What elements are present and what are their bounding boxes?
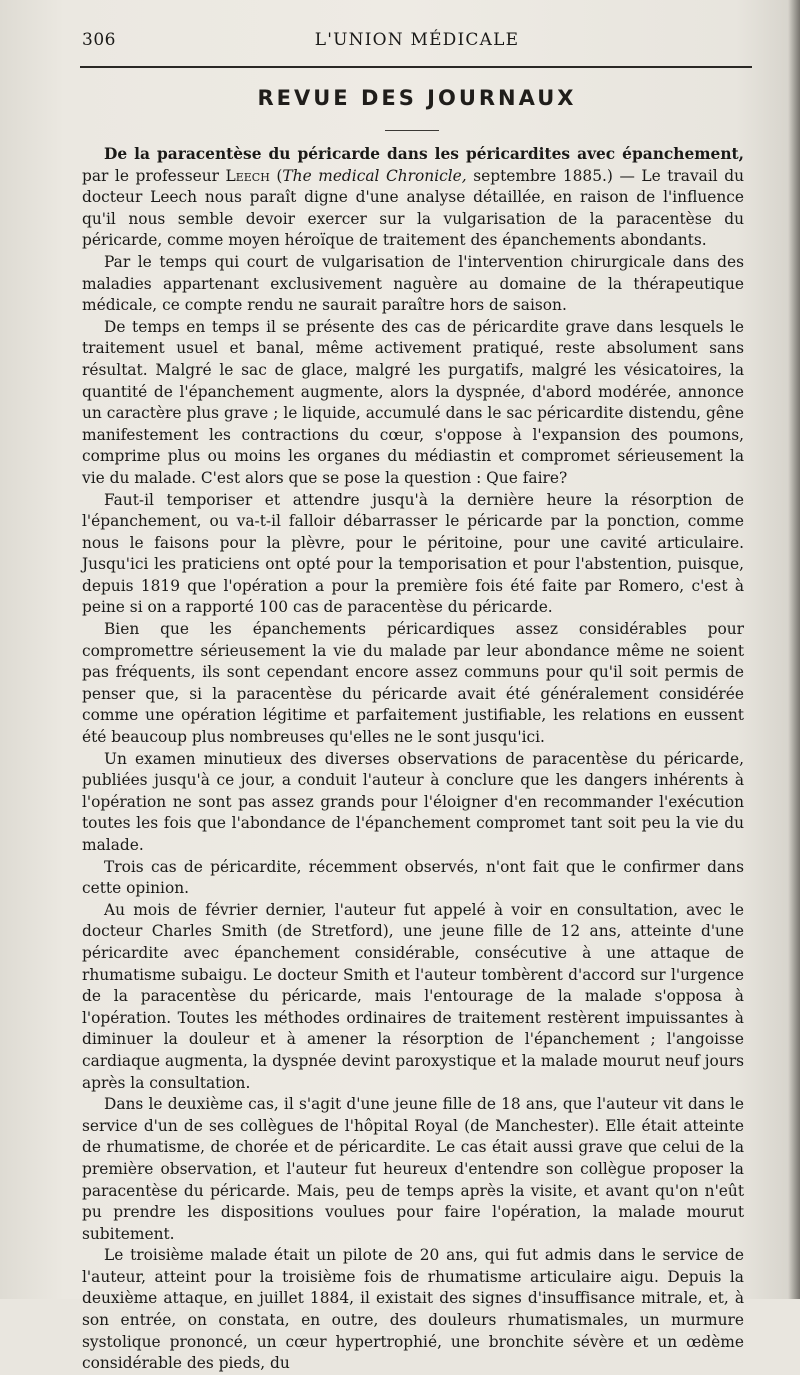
running-title: L'UNION MÉDICALE (314, 30, 520, 50)
byline-prefix: par le professeur (82, 166, 226, 185)
paragraph: Trois cas de péricardite, récemment observés, n'ont fait que le confirmer dans cette opinion. (82, 857, 744, 898)
header-rule (80, 66, 752, 68)
paragraph: Au mois de février dernier, l'auteur fut appelé à voir en consultation, avec le docteur Charles Smith (de Stretford), une jeune fille de 12 ans, atteinte d'une péricardite avec épanchement considérable, consécutive à une attaque de rhumatisme subaigu. Le docteur Smith et l'auteur tombèrent d'accord sur l'urgence de la paracentèse du péricarde, mais l'entourage de la malade s'opposa à l'opération. Toutes les méthodes ordinaires de traitement restèrent impuissantes à diminuer la douleur et à amener la résorption de l'épanchement ; l'angoisse cardiaque augmenta, la dyspnée devint paroxystique et la malade mourut neuf jours après la consultation. (82, 900, 744, 1092)
paragraph: Par le temps qui court de vulgarisation de l'intervention chirurgicale dans des maladies appartenant exclusivement naguère au domaine de la thérapeutique médicale, ce compte rendu ne saurait paraître hors de saison. (82, 252, 744, 315)
byline-open: ( (269, 166, 283, 185)
section-divider (385, 130, 439, 131)
paragraph: Faut-il temporiser et attendre jusqu'à la dernière heure la résorption de l'épanchement, ou va-t-il falloir débarrasser le péricarde par la ponction, comme nous le faisons pour la plèvre, pour le péritoine, pour une cavité articulaire. Jusqu'ici les praticiens ont opté pour la temporisation et pour l'abstention, puisque, depuis 1819 que l'opération a pour la première fois été faite par Romero, c'est à peine si on a rapporté 100 cas de paracentèse du péricarde. (82, 490, 744, 617)
running-header (82, 30, 752, 60)
page-number: 306 (82, 30, 116, 50)
byline-rest: septembre 1885.) — Le travail du docteur Leech nous paraît digne d'une analyse détaillée, en raison de l'influence qu'il nous semble devoir exercer sur la vulgarisation de la paracentèse du péricarde, comme moyen héroïque de traitement des épanchements abondants. (82, 166, 745, 250)
article-intro-paragraph (82, 144, 744, 252)
section-title: REVUE DES JOURNAUX (257, 86, 577, 110)
paragraph: Le troisième malade était un pilote de 20 ans, qui fut admis dans le service de l'auteur, atteint pour la troisième fois de rhumatisme articulaire aigu. Depuis la deuxième attaque, en juillet 1884, il existait des signes d'insuffisance mitrale, et, à son entrée, on constata, en outre, des douleurs rhumatismales, un murmure systolique prononcé, un cœur hypertrophié, une bronchite sévère et un œdème considérable des pieds, du (82, 1246, 744, 1373)
paragraph: Bien que les épanchements péricardiques assez considérables pour compromettre sérieusement la vie du malade par leur abondance même ne soient pas fréquents, ils sont cependant encore assez communs pour qu'il soit permis de penser que, si la paracentèse du péricarde avait été généralement considérée comme une opération légitime et parfaitement justifiable, les relations en eussent été beaucoup plus nombreuses qu'elles ne le sont jusqu'ici. (82, 620, 744, 747)
page-edge-shadow (788, 0, 800, 1299)
article-heading: De la paracentèse du péricarde dans les péricardites avec épanchement, (104, 145, 744, 163)
journal-name: The medical Chronicle, (282, 166, 467, 185)
article-body (82, 144, 744, 1375)
author-name: Leech (225, 166, 270, 185)
paragraph: Dans le deuxième cas, il s'agit d'une jeune fille de 18 ans, que l'auteur vit dans le service d'un de ses collègues de l'hôpital Royal (de Manchester). Elle était atteinte de rhumatisme, de chorée et de péricardite. Le cas était aussi grave que celui de la première observation, et l'auteur fut heureux d'entendre son collègue proposer la paracentèse du péricarde. Mais, peu de temps après la visite, et avant qu'on n'eût pu prendre les dispositions voulues pour faire l'opération, la malade mourut subitement. (82, 1095, 744, 1243)
paragraph: De temps en temps il se présente des cas de péricardite grave dans lesquels le traitement usuel et banal, même activement pratiqué, reste absolument sans résultat. Malgré le sac de glace, malgré les purgatifs, malgré les vésicatoires, la quantité de l'épanchement augmente, alors la dyspnée, d'abord modérée, annonce un caractère plus grave ; le liquide, accumulé dans le sac péricardite distendu, gêne manifestement les contractions du cœur, s'oppose à l'expansion des poumons, comprime plus ou moins les organes du médiastin et compromet sérieusement la vie du malade. C'est alors que se pose la question : Que faire? (82, 317, 744, 487)
paragraph: Un examen minutieux des diverses observations de paracentèse du péricarde, publiées jusqu'à ce jour, a conduit l'auteur à conclure que les dangers inhérents à l'opération ne sont pas assez grands pour l'éloigner d'en recommander l'exécution toutes les fois que l'abondance de l'épanchement compromet tant soit peu la vie du malade. (82, 749, 744, 854)
